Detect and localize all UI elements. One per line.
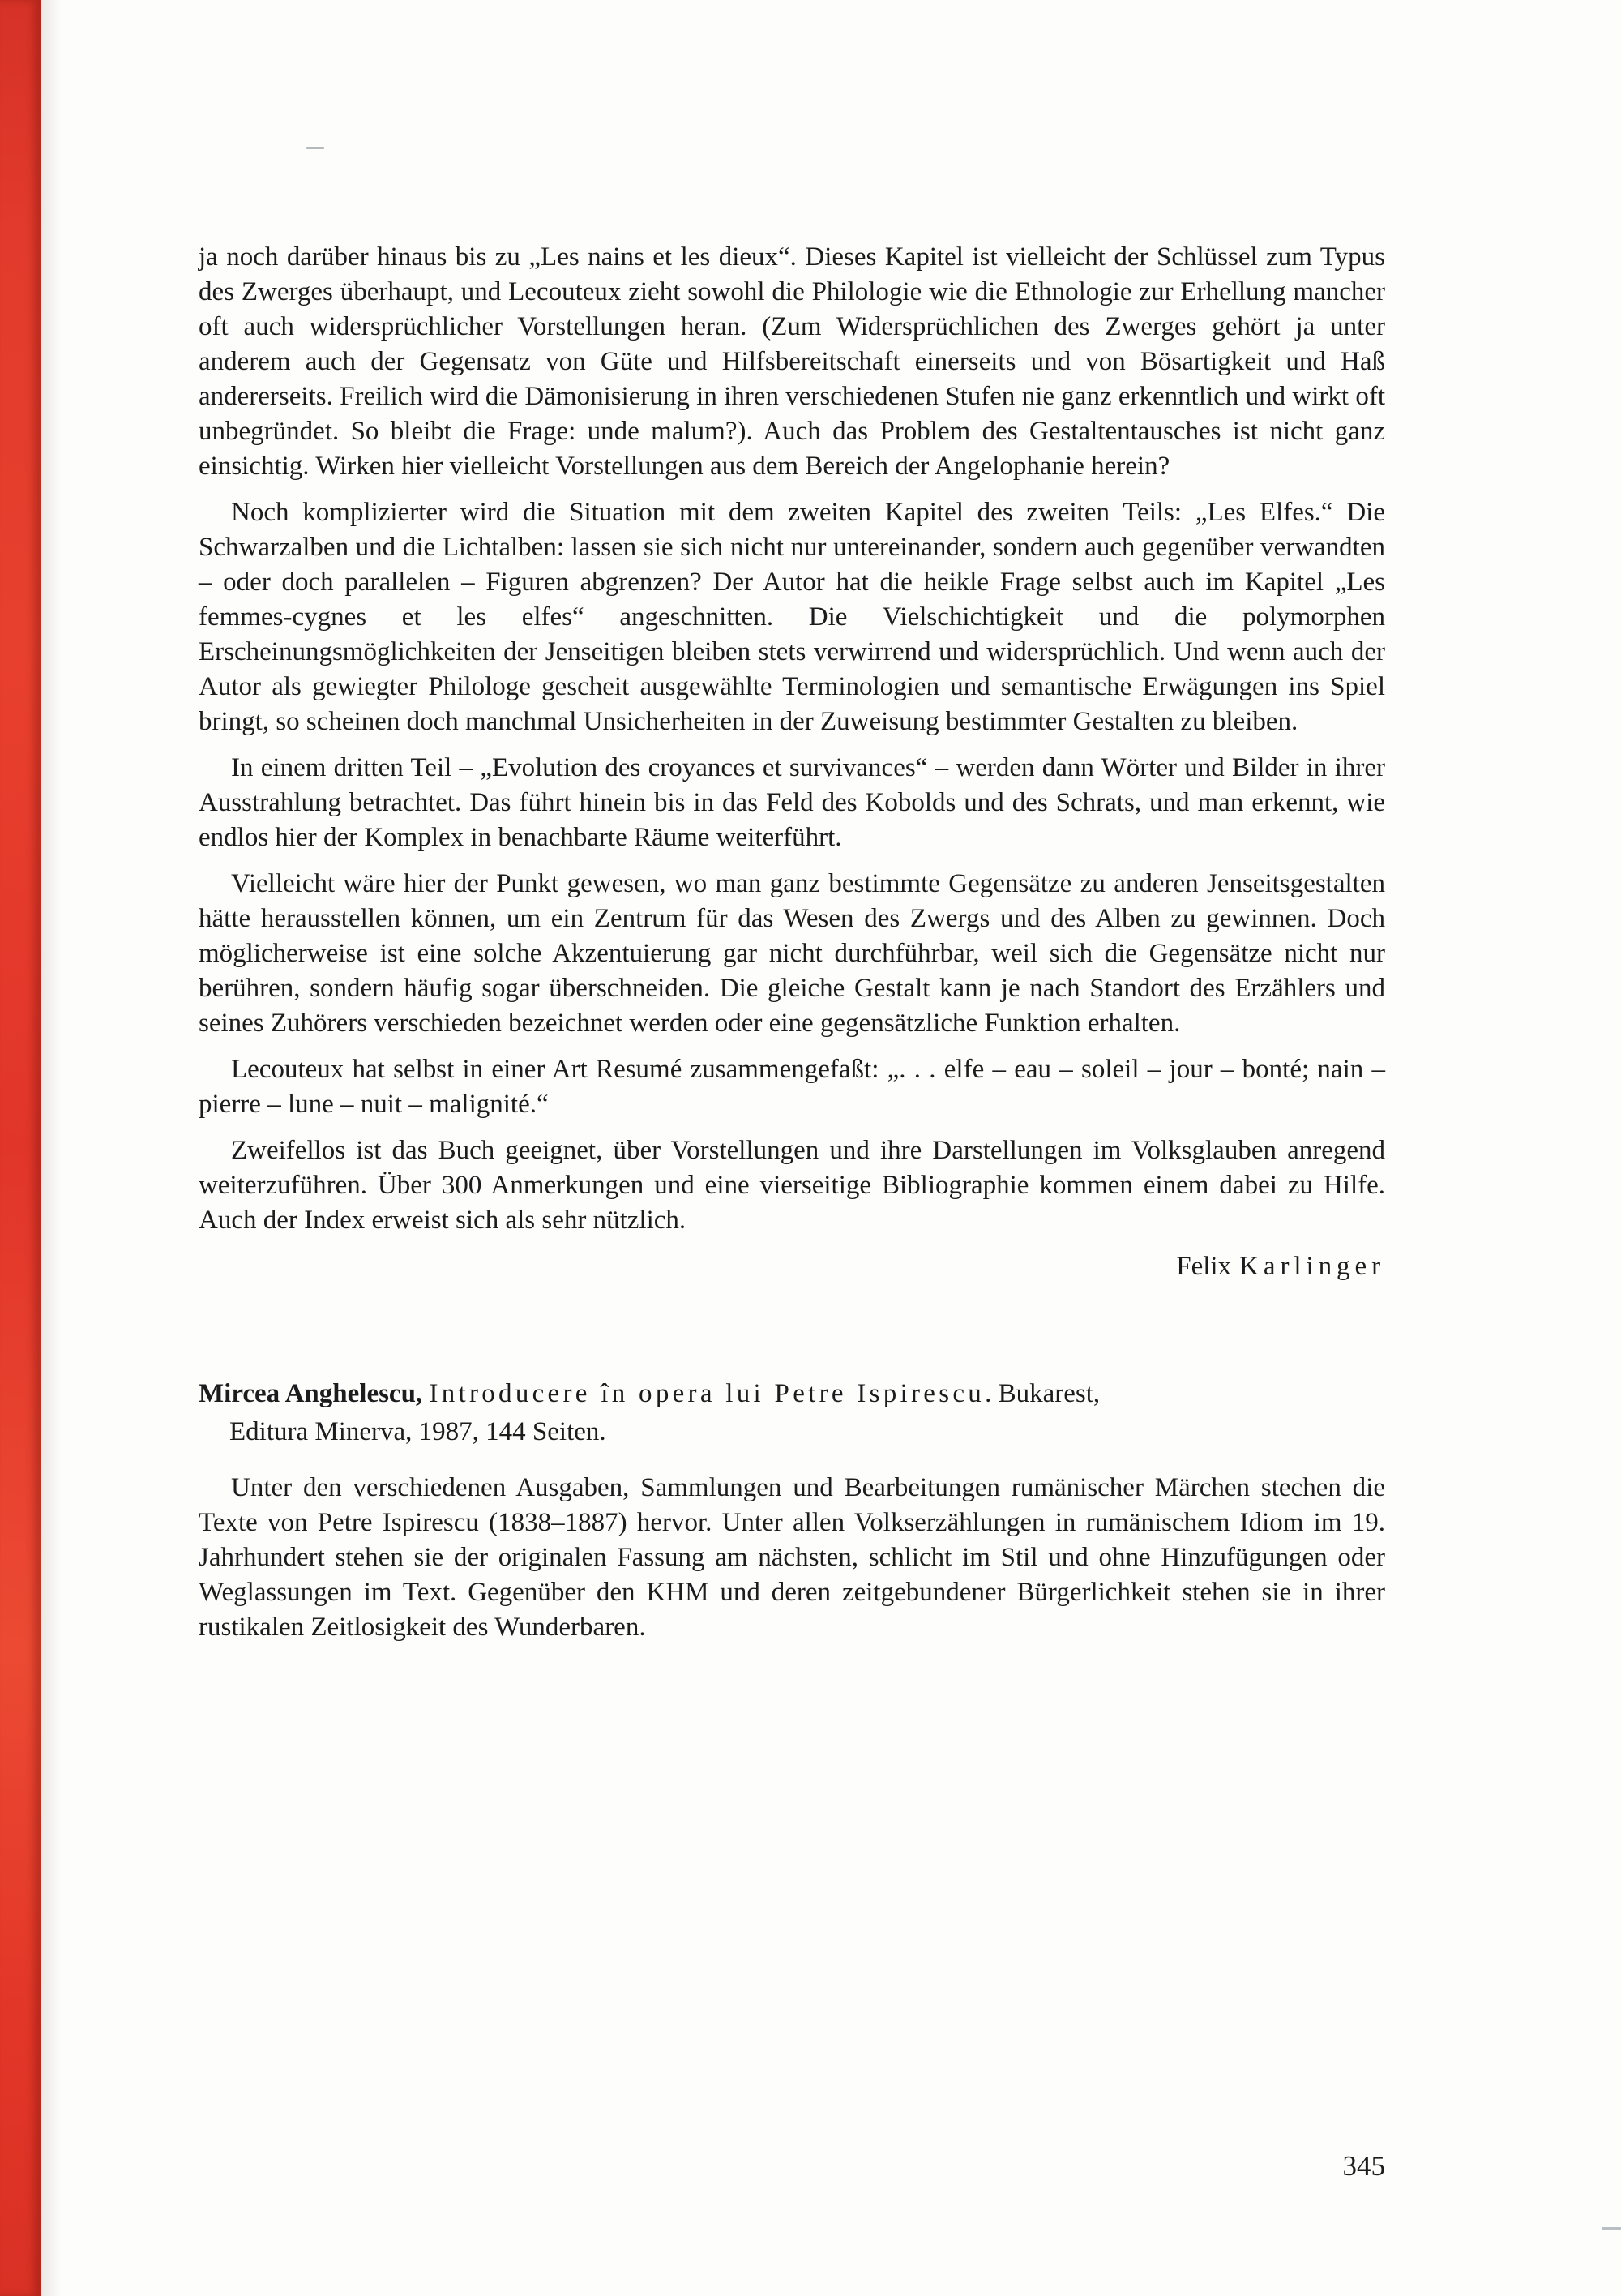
review2-imprint: Editura Minerva, 1987, 144 Seiten. xyxy=(229,1417,606,1446)
review1-paragraph-2: Noch komplizierter wird die Situation mit dem zweiten Kapitel des zweiten Teils: „Les Elfes.“ Die Schwarzalben und die Lichtalben: lassen sie sich nicht nur untereinander, sondern auch gegenüber verwandten – oder doch parallelen – Figuren abgrenzen? Der Autor hat die heikle Frage selbst auch im Kapitel „Les femmes-cygnes et les elfes“ angeschnitten. Die Vielschichtigkeit und die polymorphen Erscheinungsmöglichkeiten der Jenseitigen bleiben stets verwirrend und widersprüchlich. Und wenn auch der Autor als gewiegter Philologe gescheit ausgewählte Terminologien und semantische Erwägungen ins Spiel bringt, so scheinen doch manchmal Unsicherheiten in der Zuweisung bestimmter Gestalten zu bleiben. xyxy=(199,498,1385,736)
review1-paragraph-4: Vielleicht wäre hier der Punkt gewesen, wo man ganz bestimmte Gegensätze zu anderen Jenseitsgestalten hätte herausstellen können, um ein Zentrum für das Wesen des Zwergs und des Alben zu gewinnen. Doch möglicherweise ist eine solche Akzentuierung gar nicht durchführbar, weil sich die Gegensätze nicht nur berühren, sondern häufig sogar überschneiden. Die gleiche Gestalt kann je nach Standort des Erzählers und seines Zuhörers verschieden bezeichnet werden oder eine gegensätzliche Funktion erhalten. xyxy=(199,869,1385,1038)
review1-paragraph-1: ja noch darüber hinaus bis zu „Les nains et les dieux“. Dieses Kapitel ist vielleicht der Schlüssel zum Typus des Zwerges überhaupt, und Lecouteux zieht sowohl die Philologie wie die Ethnologie zur Erhellung mancher oft auch widersprüchlicher Vorstellungen heran. (Zum Widersprüchlichen des Zwerges gehört ja unter anderem auch der Gegensatz von Güte und Hilfsbereitschaft einerseits und von Bösartigkeit und Haß andererseits. Freilich wird die Dämonisierung in ihren verschiedenen Stufen nie ganz erkenntlich und wirkt oft unbegründet. So bleibt die Frage: unde malum?). Auch das Problem des Gestaltentausches ist nicht ganz einsichtig. Wirken hier vielleicht Vorstellungen aus dem Bereich der Angelophanie herein? xyxy=(199,242,1385,481)
review1-paragraph-6: Zweifellos ist das Buch geeignet, über Vorstellungen und ihre Darstellungen im Volksglauben anregend weiterzuführen. Über 300 Anmerkungen und eine vierseitige Bibliographie kommen einem dabei zu Hilfe. Auch der Index erweist sich als sehr nützlich. xyxy=(199,1136,1385,1235)
review2-author: Mircea Anghelescu, xyxy=(199,1379,423,1408)
reviewer-first-name: Felix xyxy=(1176,1252,1232,1281)
reviewer-signature xyxy=(199,1249,1385,1284)
review2-title: Introducere în opera lui Petre Ispirescu xyxy=(429,1379,986,1408)
review2-title-tail: . Bukarest, xyxy=(985,1379,1101,1408)
scan-artifact-dash-bottom xyxy=(1602,2227,1621,2230)
review2-heading xyxy=(199,1375,1385,1451)
page-text-column xyxy=(199,240,1385,1656)
page-number: 345 xyxy=(1342,2150,1385,2182)
review1-paragraph-5: Lecouteux hat selbst in einer Art Resumé zusammengefaßt: „. . . elfe – eau – soleil – jour – bonté; nain – pierre – lune – nuit – malignité.“ xyxy=(199,1055,1385,1119)
scan-artifact-dash-top xyxy=(306,147,324,149)
review2-paragraph-1: Unter den verschiedenen Ausgaben, Sammlungen und Bearbeitungen rumänischer Märchen stechen die Texte von Petre Ispirescu (1838–1887) hervor. Unter allen Volkserzählungen in rumänischem Idiom im 19. Jahrhundert stehen sie der originalen Fassung am nächsten, schlicht im Stil und ohne Hinzufügungen oder Weglassungen im Text. Gegenüber den KHM und deren zeitgebundener Bürgerlichkeit stehen sie in ihrer rustikalen Zeitlosigkeit des Wunderbaren. xyxy=(199,1473,1385,1642)
book-edge-red-stripe xyxy=(0,0,41,2296)
reviewer-surname: Karlinger xyxy=(1239,1252,1385,1281)
scan-gutter-shadow xyxy=(41,0,62,2296)
review1-paragraph-3: In einem dritten Teil – „Evolution des croyances et survivances“ – werden dann Wörter und Bilder in ihrer Ausstrahlung betrachtet. Das führt hinein bis in das Feld des Kobolds und des Schrats, und man erkennt, wie endlos hier der Komplex in benachbarte Räume weiterführt. xyxy=(199,753,1385,852)
